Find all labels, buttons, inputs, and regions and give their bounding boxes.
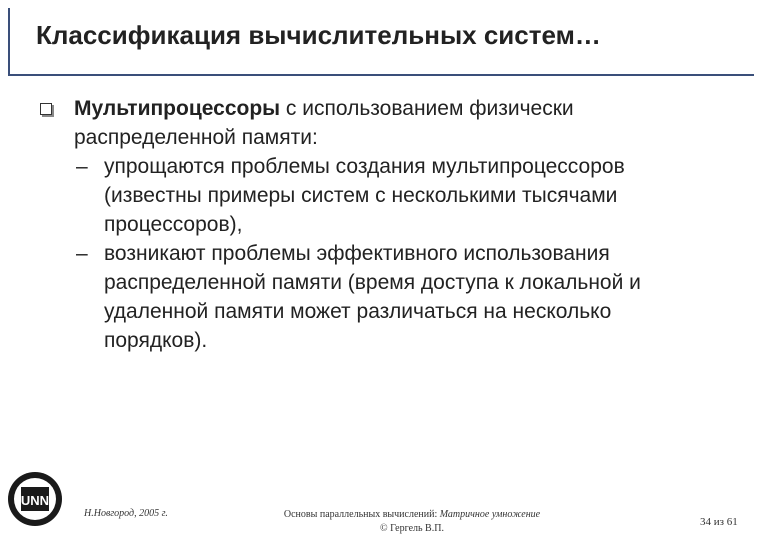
university-logo-icon	[6, 470, 64, 528]
logo-text: UNN	[20, 493, 50, 508]
footer-location: Н.Новгород, 2005 г.	[84, 508, 168, 519]
footer-copyright: © Гергель В.П.	[380, 523, 444, 534]
bullet-text-line1: с использованием физически	[280, 97, 574, 120]
footer-course	[262, 508, 562, 536]
dash-marker: –	[76, 242, 88, 265]
footer-course-italic: Матричное умножение	[439, 509, 541, 520]
title-frame-bottom	[8, 74, 754, 76]
subpoint-line: порядков).	[104, 329, 208, 352]
subpoint-line: (известны примеры систем с несколькими тысячами	[104, 184, 618, 207]
page-number: 34 из 61	[700, 516, 738, 528]
square-bullet-icon	[40, 103, 52, 115]
bullet-item	[38, 94, 758, 152]
dash-marker: –	[76, 155, 88, 178]
subpoint-line: упрощаются проблемы создания мультипроцессоров	[104, 155, 625, 178]
subpoint-line: удаленной памяти может различаться на несколько	[104, 300, 612, 323]
subpoint-line: возникают проблемы эффективного использования	[104, 242, 610, 265]
subpoint-line: распределенной памяти (время доступа к локальной и	[104, 271, 641, 294]
bullet-text-line2: распределенной памяти:	[74, 126, 318, 149]
slide-title: Классификация вычислительных систем…	[36, 20, 601, 50]
title-frame-left	[8, 8, 10, 76]
subpoint-2	[38, 239, 758, 355]
footer-course-plain: Основы параллельных вычислений:	[283, 509, 440, 520]
slide-body	[38, 94, 758, 355]
bullet-bold-lead: Мультипроцессоры	[74, 97, 281, 120]
subpoint-1	[38, 152, 758, 239]
subpoint-line: процессоров),	[104, 213, 243, 236]
